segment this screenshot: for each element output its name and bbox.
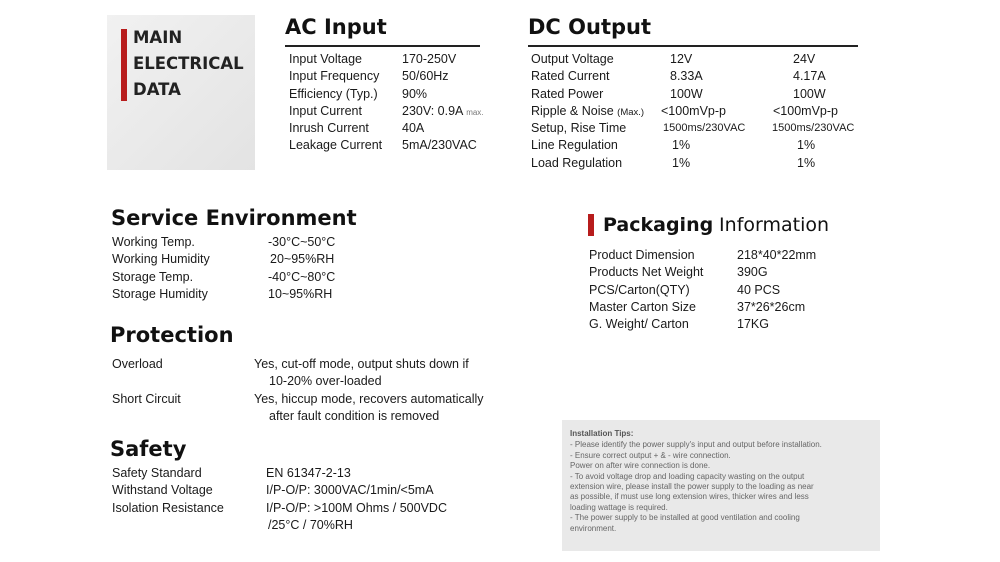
- row-label: Working Humidity: [112, 252, 210, 267]
- row-label: Storage Humidity: [112, 286, 208, 301]
- row-value-12v: 1%: [672, 155, 691, 170]
- row-label: Short Circuit: [112, 391, 181, 406]
- row-value: 218*40*22mm: [737, 248, 817, 262]
- safety-title: Safety: [110, 437, 187, 461]
- row-value: 90%: [402, 86, 428, 101]
- packaging-title: [603, 213, 829, 237]
- row-value-24v: 1500ms/230VAC: [772, 122, 855, 135]
- tips-line: - Please identify the power supply's input and output before installation.: [570, 440, 822, 450]
- row-label: Products Net Weight: [589, 265, 704, 280]
- tips-line: - Ensure correct output + & - wire connection.: [570, 450, 731, 460]
- dc-output-rule: [528, 45, 858, 47]
- tips-line: as possible, if must use long extension wires, thicker wires and less: [570, 492, 809, 502]
- row-value-12v: 100W: [670, 86, 703, 101]
- row-value-12v: 1500ms/230VAC: [663, 122, 746, 135]
- packaging-title-bold: Packaging: [603, 214, 714, 236]
- row-label: PCS/Carton(QTY): [589, 282, 690, 297]
- tips-title: Installation Tips:: [570, 429, 634, 438]
- main-title: [133, 25, 244, 103]
- row-label: Rated Power: [531, 86, 604, 101]
- accent-bar: [121, 29, 127, 101]
- protection-title: Protection: [110, 323, 234, 347]
- ac-input-title: AC Input: [285, 15, 387, 39]
- row-value: -40°C~80°C: [268, 269, 336, 284]
- tips-line: extension wire, please install the power supply to the loading as near: [570, 482, 814, 492]
- row-value: 5mA/230VAC: [402, 138, 477, 153]
- installation-tips-panel: [562, 420, 880, 551]
- row-value: 50/60Hz: [402, 69, 449, 84]
- row-value: 170-250V: [402, 52, 457, 66]
- row-label: Inrush Current: [289, 121, 369, 136]
- row-label: Working Temp.: [112, 235, 195, 249]
- row-label: Output Voltage: [531, 52, 614, 66]
- row-value: 37*26*26cm: [737, 299, 806, 314]
- row-label-note: (Max.): [617, 106, 645, 118]
- dc-output-title: DC Output: [528, 15, 652, 39]
- row-label-text: Ripple & Noise: [531, 103, 614, 118]
- main-electrical-data-box: [107, 15, 255, 170]
- row-value: -30°C~50°C: [268, 235, 336, 249]
- row-label: Efficiency (Typ.): [289, 86, 378, 101]
- tips-line: environment.: [570, 523, 617, 533]
- row-label: [531, 104, 644, 118]
- row-value-24v: 24V: [793, 52, 816, 66]
- row-value: EN 61347-2-13: [266, 466, 351, 480]
- tips-line: - The power supply to be installed at good ventilation and cooling: [570, 513, 800, 523]
- row-value: Yes, hiccup mode, recovers automatically: [254, 391, 484, 406]
- row-label: Input Frequency: [289, 69, 380, 84]
- main-title-line: MAIN: [133, 28, 183, 47]
- row-value-12v: 12V: [670, 52, 693, 66]
- row-value: 17KG: [737, 317, 769, 332]
- row-value: 20~95%RH: [270, 252, 335, 267]
- ac-input-rule: [285, 45, 480, 47]
- row-value-12v: 1%: [672, 138, 691, 153]
- accent-bar: [588, 214, 594, 236]
- row-value: 390G: [737, 265, 768, 280]
- row-label: Load Regulation: [531, 155, 623, 170]
- row-value-24v: 4.17A: [793, 69, 826, 84]
- main-title-line: DATA: [133, 80, 181, 99]
- row-label: Input Voltage: [289, 52, 362, 66]
- tips-line: Power on after wire connection is done.: [570, 461, 711, 471]
- row-value-12v: 8.33A: [670, 69, 703, 84]
- service-environment-title: Service Environment: [111, 206, 357, 230]
- row-label: Product Dimension: [589, 248, 695, 262]
- row-value-12v: <100mVp-p: [661, 103, 726, 118]
- row-value-24v: 1%: [797, 155, 816, 170]
- row-value: Yes, cut-off mode, output shuts down if: [254, 357, 469, 371]
- row-label: Line Regulation: [531, 138, 618, 153]
- row-value-24v: 100W: [793, 86, 826, 101]
- row-value: 40A: [402, 121, 425, 136]
- row-value: [402, 104, 484, 118]
- row-value-text: 230V: 0.9A: [402, 103, 463, 118]
- row-value-continued: 10-20% over-loaded: [269, 374, 382, 389]
- row-value-24v: <100mVp-p: [773, 103, 838, 118]
- row-value: I/P-O/P: >100M Ohms / 500VDC: [266, 500, 447, 515]
- row-value: /25°C / 70%RH: [268, 517, 353, 532]
- row-value: 40 PCS: [737, 282, 781, 297]
- row-label: Storage Temp.: [112, 269, 194, 284]
- row-label: Overload: [112, 357, 163, 371]
- row-label: Rated Current: [531, 69, 610, 84]
- row-label: Master Carton Size: [589, 299, 696, 314]
- row-label: Setup, Rise Time: [531, 121, 627, 136]
- row-label: Safety Standard: [112, 466, 202, 480]
- row-label: Input Current: [289, 103, 362, 118]
- row-value-continued: after fault condition is removed: [269, 408, 440, 423]
- row-value: I/P-O/P: 3000VAC/1min/<5mA: [266, 483, 434, 498]
- row-value-24v: 1%: [797, 138, 816, 153]
- row-label: G. Weight/ Carton: [589, 317, 689, 332]
- main-title-line: ELECTRICAL: [133, 54, 244, 73]
- tips-line: - To avoid voltage drop and loading capacity wasting on the output: [570, 471, 805, 481]
- row-label: Isolation Resistance: [112, 500, 224, 515]
- row-label: Withstand Voltage: [112, 483, 213, 498]
- row-value-note: max.: [466, 107, 484, 117]
- row-label: Leakage Current: [289, 138, 383, 153]
- row-value: 10~95%RH: [268, 286, 333, 301]
- tips-line: loading wattage is required.: [570, 502, 668, 512]
- packaging-title-light: Information: [719, 214, 830, 236]
